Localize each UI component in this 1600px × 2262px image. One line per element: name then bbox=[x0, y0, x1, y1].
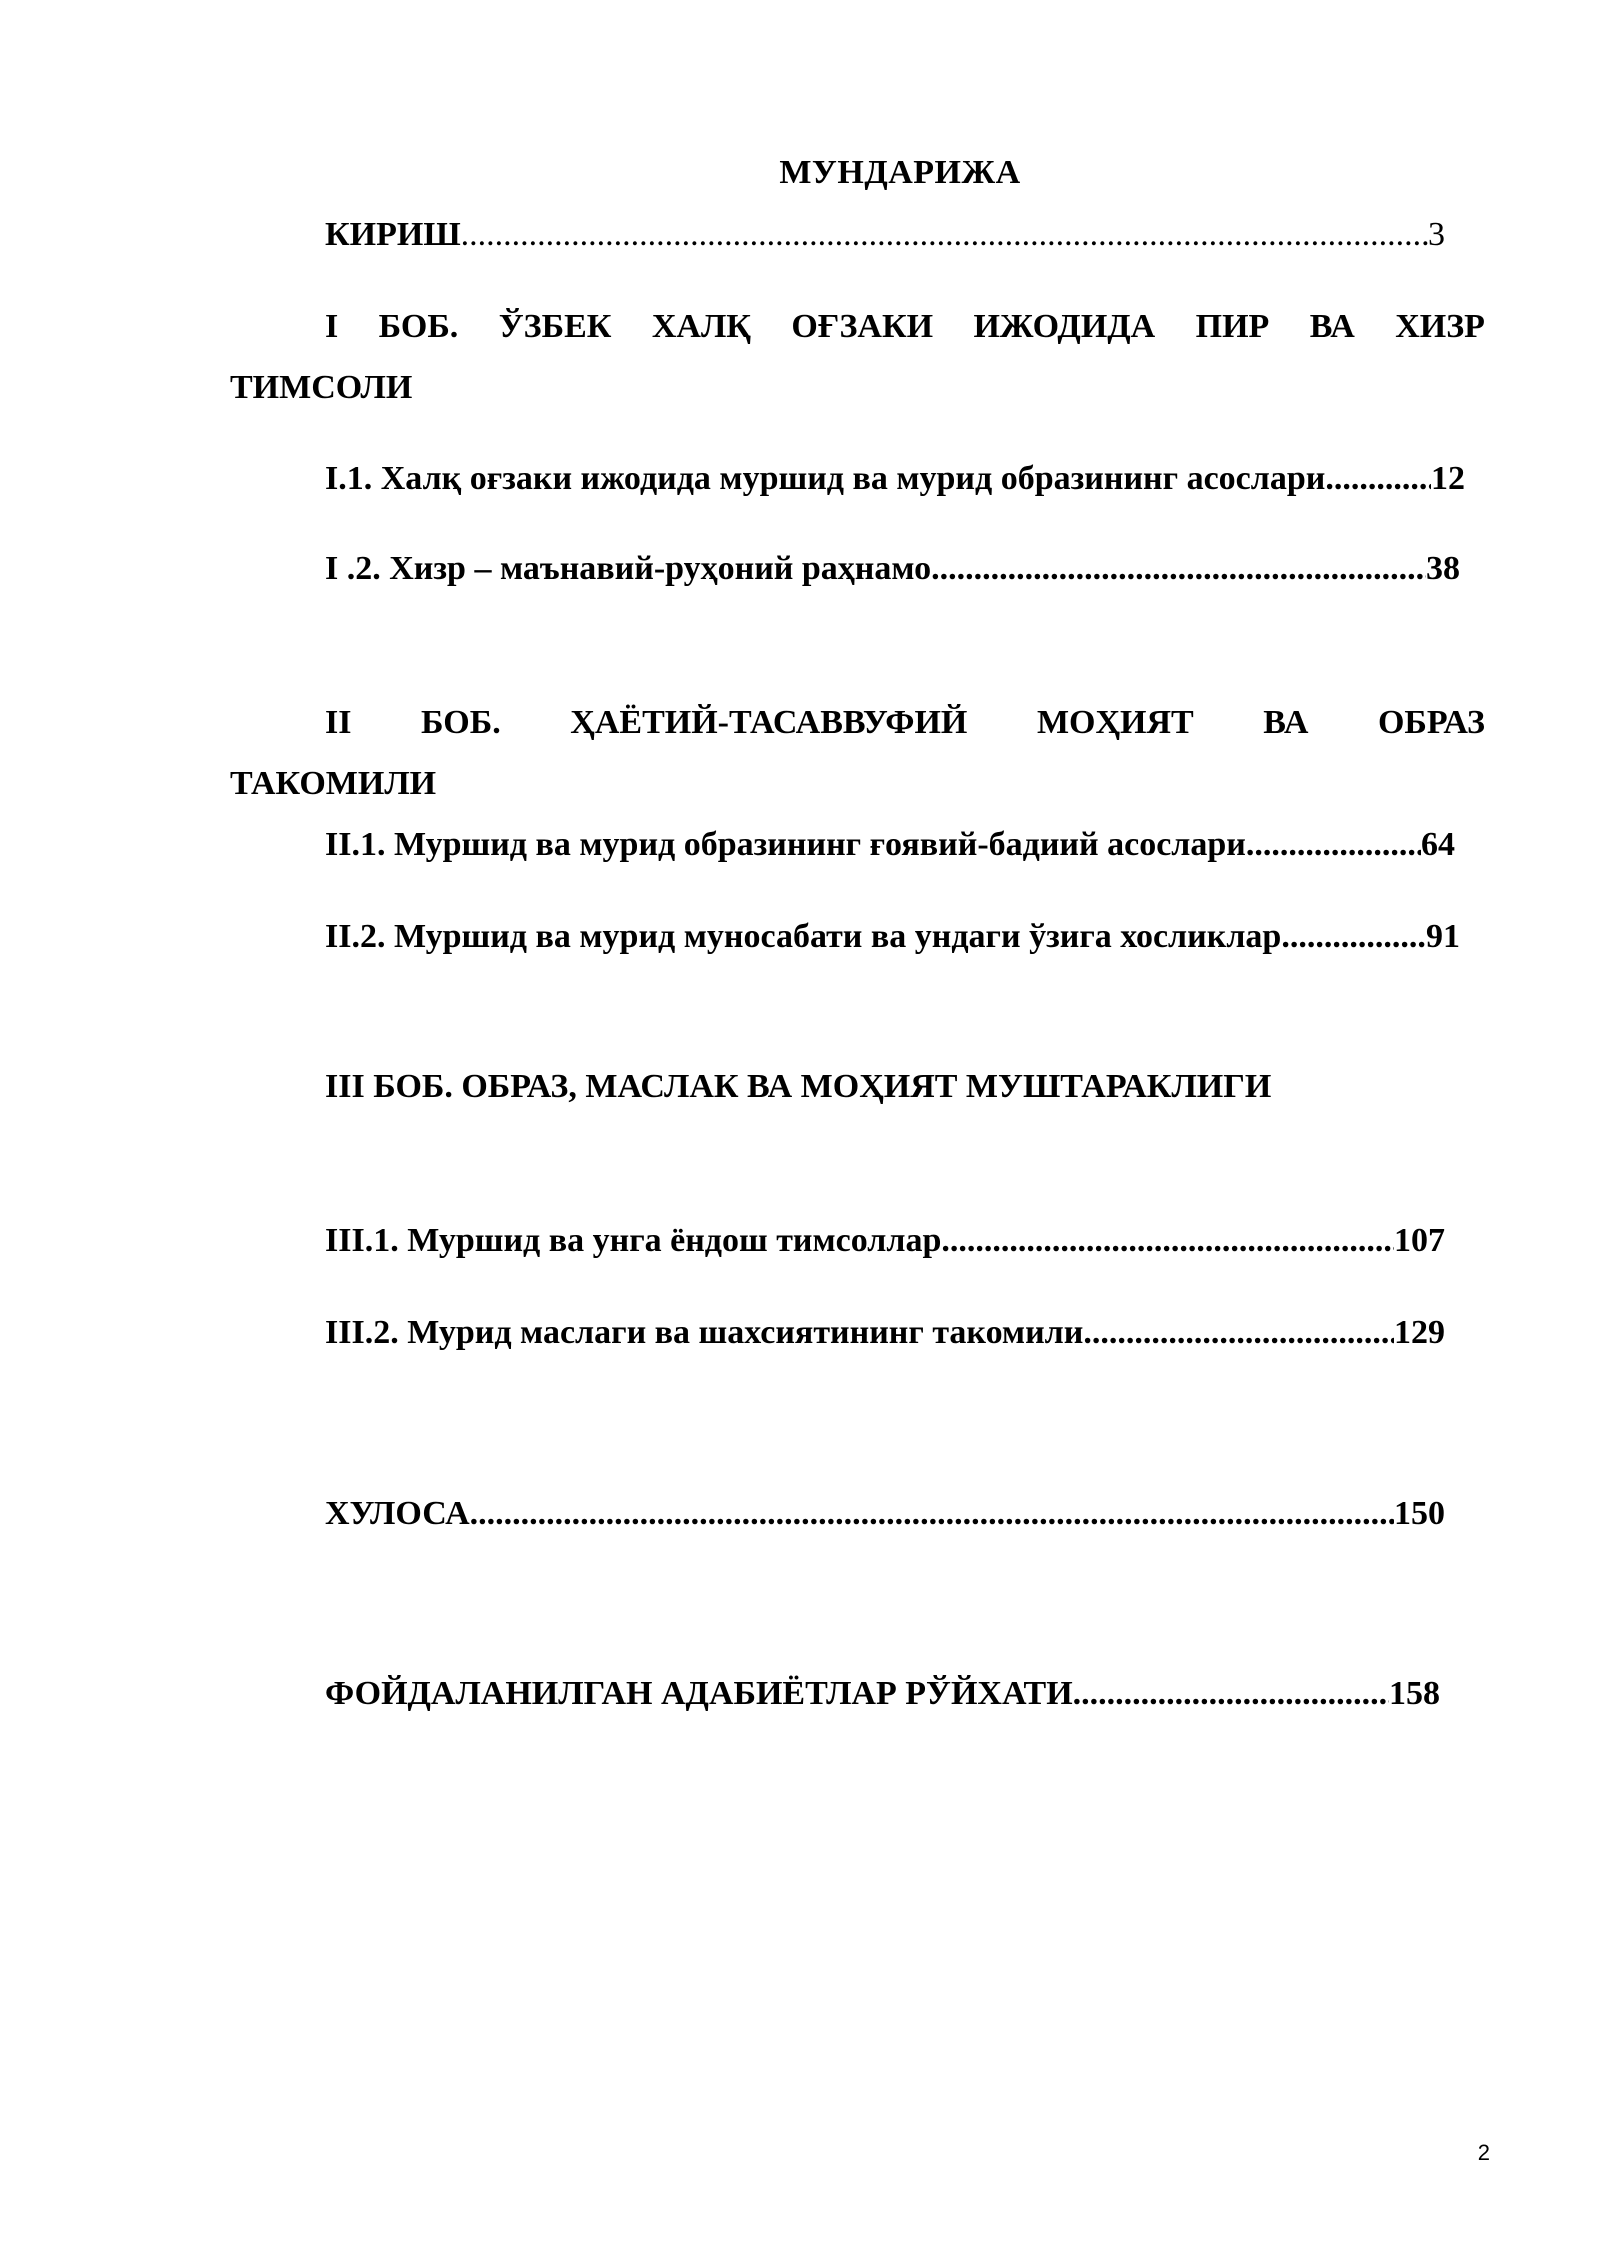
toc-title: МУНДАРИЖА bbox=[779, 154, 1021, 191]
heading-word: ПИР bbox=[1195, 308, 1270, 345]
chapter-3-heading[interactable]: III БОБ. ОБРАЗ, МАСЛАК ВА МОҲИЯТ МУШТАРАКЛИГИ bbox=[325, 1068, 1272, 1105]
toc-dot-leader bbox=[931, 550, 1426, 588]
toc-page-number: 158 bbox=[1389, 1675, 1440, 1712]
toc-page-number: 107 bbox=[1394, 1222, 1445, 1259]
toc-dot-leader bbox=[1246, 826, 1421, 864]
toc-page-number: 150 bbox=[1394, 1495, 1445, 1532]
toc-dot-leader bbox=[461, 216, 1428, 254]
toc-entry-label: III.1. Муршид ва унга ёндош тимсоллар bbox=[325, 1222, 942, 1259]
toc-entry-section-2-2[interactable] bbox=[325, 918, 1460, 956]
toc-page-number: 38 bbox=[1426, 550, 1460, 587]
chapter-1-heading[interactable] bbox=[230, 296, 1485, 418]
toc-page-number: 12 bbox=[1431, 460, 1465, 497]
toc-entry-label: II.1. Муршид ва мурид образининг ғоявий-бадиий асослари bbox=[325, 826, 1246, 863]
toc-entry-label: I.1. Халқ оғзаки ижодида муршид ва мурид образининг асослари bbox=[325, 460, 1326, 497]
toc-entry-section-1-1[interactable] bbox=[325, 460, 1465, 498]
toc-entry-label: III.2. Мурид маслаги ва шахсиятининг такомили bbox=[325, 1314, 1084, 1351]
heading-word: I bbox=[325, 308, 339, 345]
heading-word: ОБРАЗ bbox=[1377, 704, 1485, 741]
heading-word: ХАЛҚ bbox=[651, 308, 751, 345]
heading-word: ВА bbox=[1263, 704, 1309, 741]
toc-entry-section-3-2[interactable] bbox=[325, 1314, 1445, 1352]
toc-dot-leader bbox=[470, 1495, 1394, 1533]
heading-word: БОБ. bbox=[421, 704, 501, 741]
toc-dot-leader bbox=[941, 1222, 1394, 1260]
heading-word: ХИЗР bbox=[1395, 308, 1485, 345]
toc-entry-label: ФОЙДАЛАНИЛГАН АДАБИЁТЛАР РЎЙХАТИ bbox=[325, 1675, 1073, 1712]
toc-entry-label: II.2. Муршид ва мурид муносабати ва ундаги ўзига хосликлар bbox=[325, 918, 1282, 955]
heading-word: ИЖОДИДА bbox=[973, 308, 1156, 345]
heading-word: ВА bbox=[1309, 308, 1355, 345]
toc-page-number: 3 bbox=[1428, 216, 1445, 253]
toc-dot-leader bbox=[1083, 1314, 1394, 1352]
toc-entry-conclusion[interactable] bbox=[325, 1495, 1445, 1533]
toc-dot-leader bbox=[1073, 1675, 1389, 1713]
heading-word: ҲАЁТИЙ-ТАСАВВУФИЙ bbox=[570, 704, 968, 741]
heading-word: II bbox=[325, 704, 352, 741]
toc-entry-section-1-2[interactable] bbox=[325, 550, 1460, 588]
toc-dot-leader bbox=[1325, 460, 1431, 498]
chapter-2-heading[interactable] bbox=[230, 692, 1485, 814]
heading-continuation: ТАКОМИЛИ bbox=[230, 765, 437, 802]
toc-entry-section-2-1[interactable] bbox=[325, 826, 1455, 864]
toc-entry-label: ХУЛОСА bbox=[325, 1495, 470, 1532]
heading-word: ЎЗБЕК bbox=[498, 308, 612, 345]
heading-word: ОҒЗАКИ bbox=[791, 308, 934, 345]
heading-word: МОҲИЯТ bbox=[1036, 704, 1194, 741]
toc-entry-references[interactable] bbox=[325, 1675, 1440, 1713]
toc-page-number: 91 bbox=[1426, 918, 1460, 955]
page-number: 2 bbox=[1477, 2140, 1490, 2165]
toc-page-number: 64 bbox=[1421, 826, 1455, 863]
toc-entry-section-3-1[interactable] bbox=[325, 1222, 1445, 1260]
toc-entry-label: КИРИШ bbox=[325, 216, 461, 253]
heading-continuation: ТИМСОЛИ bbox=[230, 369, 413, 406]
toc-entry-label: I .2. Хизр – маънавий-руҳоний раҳнамо bbox=[325, 550, 932, 587]
heading-word: БОБ. bbox=[378, 308, 459, 345]
toc-dot-leader bbox=[1281, 918, 1426, 956]
toc-page-number: 129 bbox=[1394, 1314, 1445, 1351]
toc-entry-intro[interactable] bbox=[325, 216, 1445, 254]
